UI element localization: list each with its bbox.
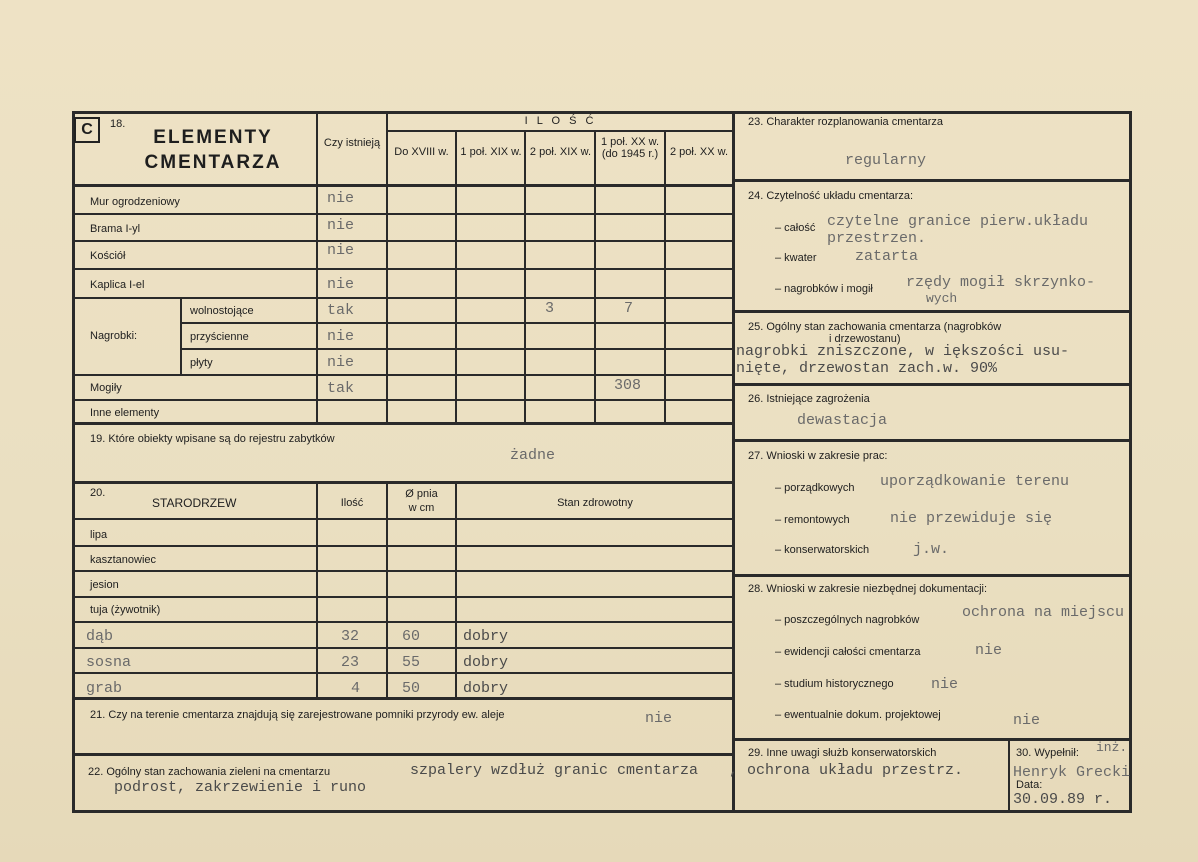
row-kosciol-exists: nie (327, 242, 355, 259)
section30-title-value: inż. (1096, 740, 1128, 755)
grid18-v6 (664, 131, 666, 423)
section20-number: 20. (90, 487, 106, 499)
section24-bottom (734, 310, 1130, 313)
frame-middle (732, 111, 735, 813)
tree-row-diam: 55 (402, 654, 421, 671)
section30-date-value: 30.09.89 r. (1013, 791, 1113, 808)
tree-row-name: kasztanowiec (90, 554, 157, 566)
row-plyty-exists: nie (327, 354, 355, 371)
grid18-header-bottom (74, 184, 733, 187)
col-exists-header: Czy istnieją (323, 137, 381, 149)
frame-bottom (72, 810, 1132, 813)
row-kaplica-label: Kaplica I-el (90, 279, 145, 291)
col-2xx-header: 2 poł. XX w. (669, 146, 729, 158)
grid18-bottom (74, 422, 733, 425)
col-xviii-header: Do XVIII w. (394, 146, 449, 158)
section18-title-line2: CMENTARZA (144, 152, 282, 173)
grid20-h1 (74, 545, 733, 547)
section28-label: 28. Wnioski w zakresie niezbędnej dokumentacji: (748, 583, 988, 595)
section21-label: 21. Czy na terenie cmentarza znajdują się zarejestrowane pomniki przyrody ew. aleje (90, 709, 505, 721)
section20-title: STARODRZEW (152, 496, 237, 510)
section27-label: 27. Wnioski w zakresie prac: (748, 450, 888, 462)
section29-value: , ochrona układu przestrz. (729, 762, 964, 779)
prace-remontowe-value: nie przewiduje się (890, 510, 1053, 527)
row-wolnostojace-label: wolnostojące (190, 305, 254, 317)
section21-value: nie (645, 710, 673, 727)
grid18-h2 (74, 240, 733, 242)
row-mur-exists: nie (327, 190, 355, 207)
section21-bottom (74, 753, 733, 756)
section22-line1: szpalery wzdłuż granic cmentarza (410, 762, 699, 779)
grid18-h1 (74, 213, 733, 215)
grid20-h6 (74, 672, 733, 674)
tree-row-name: lipa (90, 529, 108, 541)
grid20-h2 (74, 570, 733, 572)
frame-top (72, 111, 1132, 114)
grid20-header-bottom (74, 518, 733, 520)
nagrobkow-label: – nagrobków i mogił (775, 283, 873, 295)
dok-studium-value: nie (931, 676, 959, 693)
tree-row-name: sosna (86, 654, 132, 671)
grid18-v4 (524, 131, 526, 423)
grid20-h4 (74, 621, 733, 623)
row-kosciol-label: Kościół (90, 250, 126, 262)
nagrobkow-value-l1: rzędy mogił skrzynko- (906, 274, 1096, 291)
dok-nagrobkow-label: – poszczególnych nagrobków (775, 614, 920, 626)
section30-label: 30. Wypełnił: (1016, 747, 1079, 759)
col-health-header: Stan zdrowotny (557, 497, 633, 509)
section28-bottom (734, 738, 1130, 741)
prace-konserwatorskie-value: j.w. (913, 541, 950, 558)
section18-title-line1: ELEMENTY (153, 127, 273, 148)
row-inne-label: Inne elementy (90, 407, 160, 419)
section25-value-l1: nagrobki zniszczone, w iększości usu- (736, 343, 1070, 360)
tree-row-count: 4 (351, 680, 361, 697)
calosc-label: – całość (775, 222, 816, 234)
dok-ewidencji-value: nie (975, 642, 1003, 659)
col-1xx-header: 1 poł. XX w. (do 1945 r.) (600, 136, 660, 160)
grid20-h3 (74, 596, 733, 598)
grid18-nagrobki-v (180, 298, 182, 374)
prace-konserwatorskie-label: – konserwatorskich (775, 544, 870, 556)
prace-porzadkowe-label: – porządkowych (775, 482, 855, 494)
row-mur-label: Mur ogrodzeniowy (90, 196, 180, 208)
row-wolnostojace-exists: tak (327, 302, 355, 319)
col-1xix-header: 1 poł. XIX w. (460, 146, 522, 158)
section19-value: żadne (510, 447, 556, 464)
row-wolnostojace-1xx: 7 (624, 300, 634, 317)
calosc-value-l2: przestrzen. (827, 230, 927, 247)
row-plyty-label: płyty (190, 357, 213, 369)
calosc-value-l1: czytelne granice pierw.układu (827, 213, 1089, 230)
section29-label: 29. Inne uwagi służb konserwatorskich (748, 747, 937, 759)
tree-row-name: grab (86, 680, 123, 697)
col-diam-header-l1: Ø pnia (405, 488, 438, 500)
nagrobkow-value-l2: wych (926, 291, 958, 306)
grid18-h3 (74, 268, 733, 270)
grid18-h7 (74, 374, 733, 376)
row-mogily-1xx: 308 (614, 377, 642, 394)
section-letter-box: C (74, 117, 100, 143)
section30-name: Henryk Grecki (1013, 764, 1131, 781)
row-wolnostojace-2xix: 3 (545, 300, 555, 317)
section22-line2: podrost, zakrzewienie i runo (114, 779, 367, 796)
section19-bottom (74, 481, 733, 484)
section23-value: regularny (845, 152, 927, 169)
section26-label: 26. Istniejące zagrożenia (748, 393, 870, 405)
row-brama-exists: nie (327, 217, 355, 234)
dok-studium-label: – studium historycznego (775, 678, 894, 690)
tree-row-health: dobry (463, 628, 509, 645)
grid18-v5 (594, 131, 596, 423)
row-kaplica-exists: nie (327, 276, 355, 293)
section26-value: dewastacja (797, 412, 888, 429)
section30-date-label: Data: (1016, 779, 1043, 791)
tree-row-health: dobry (463, 680, 509, 697)
tree-row-name: tuja (żywotnik) (90, 604, 161, 616)
dok-projektowej-value: nie (1013, 712, 1041, 729)
section22-label: 22. Ogólny stan zachowania zieleni na cmentarzu (88, 766, 331, 778)
tree-row-count: 23 (341, 654, 360, 671)
tree-row-count: 32 (341, 628, 360, 645)
tree-row-diam: 50 (402, 680, 421, 697)
grid20-v3 (455, 483, 457, 697)
kwater-label: – kwater (775, 252, 817, 264)
dok-nagrobkow-value: ochrona na miejscu (962, 604, 1125, 621)
tree-row-diam: 60 (402, 628, 421, 645)
tree-row-name: dąb (86, 628, 114, 645)
section24-label: 24. Czytelność układu cmentarza: (748, 190, 914, 202)
grid20-v2 (386, 483, 388, 697)
dok-projektowej-label: – ewentualnie dokum. projektowej (775, 709, 941, 721)
row-mogily-exists: tak (327, 380, 355, 397)
tree-row-health: dobry (463, 654, 509, 671)
frame-right (1129, 111, 1132, 813)
grid18-h4 (74, 297, 733, 299)
grid18-h8 (74, 399, 733, 401)
grid20-bottom (74, 697, 733, 700)
grid20-h5 (74, 647, 733, 649)
section29-30-divider (1008, 740, 1010, 811)
section25-label-l2: i drzewostanu) (829, 333, 901, 345)
row-przyscienne-label: przyścienne (190, 331, 249, 343)
row-mogily-label: Mogiły (90, 382, 122, 394)
section26-bottom (734, 439, 1130, 442)
col-count-header: Ilość (340, 497, 364, 509)
section25-bottom (734, 383, 1130, 386)
tree-row-name: jesion (90, 579, 119, 591)
section23-label: 23. Charakter rozplanowania cmentarza (748, 116, 944, 128)
section19-label: 19. Które obiekty wpisane są do rejestru zabytków (90, 433, 335, 445)
section23-bottom (734, 179, 1130, 182)
section27-bottom (734, 574, 1130, 577)
nagrobki-label: Nagrobki: (90, 330, 138, 342)
dok-ewidencji-label: – ewidencji całości cmentarza (775, 646, 921, 658)
section18-number: 18. (110, 118, 126, 130)
row-przyscienne-exists: nie (327, 328, 355, 345)
col-diam-header-l2: w cm (408, 502, 435, 514)
grid18-h6 (180, 348, 733, 350)
frame-left (72, 111, 75, 813)
grid18-ilosc-line (388, 130, 733, 132)
grid18-h5 (180, 322, 733, 324)
ilosc-header: I L O Ś Ć (524, 115, 597, 127)
prace-remontowe-label: – remontowych (775, 514, 850, 526)
prace-porzadkowe-value: uporządkowanie terenu (880, 473, 1070, 490)
grid18-v3 (455, 131, 457, 423)
section25-label-l1: 25. Ogólny stan zachowania cmentarza (nagrobków (748, 321, 1002, 333)
col-2xix-header: 2 poł. XIX w. (529, 146, 592, 158)
row-brama-label: Brama I-yl (90, 223, 141, 235)
section25-value-l2: nięte, drzewostan zach.w. 90% (736, 360, 998, 377)
grid20-v1 (316, 483, 318, 697)
kwater-value: zatarta (855, 248, 919, 265)
